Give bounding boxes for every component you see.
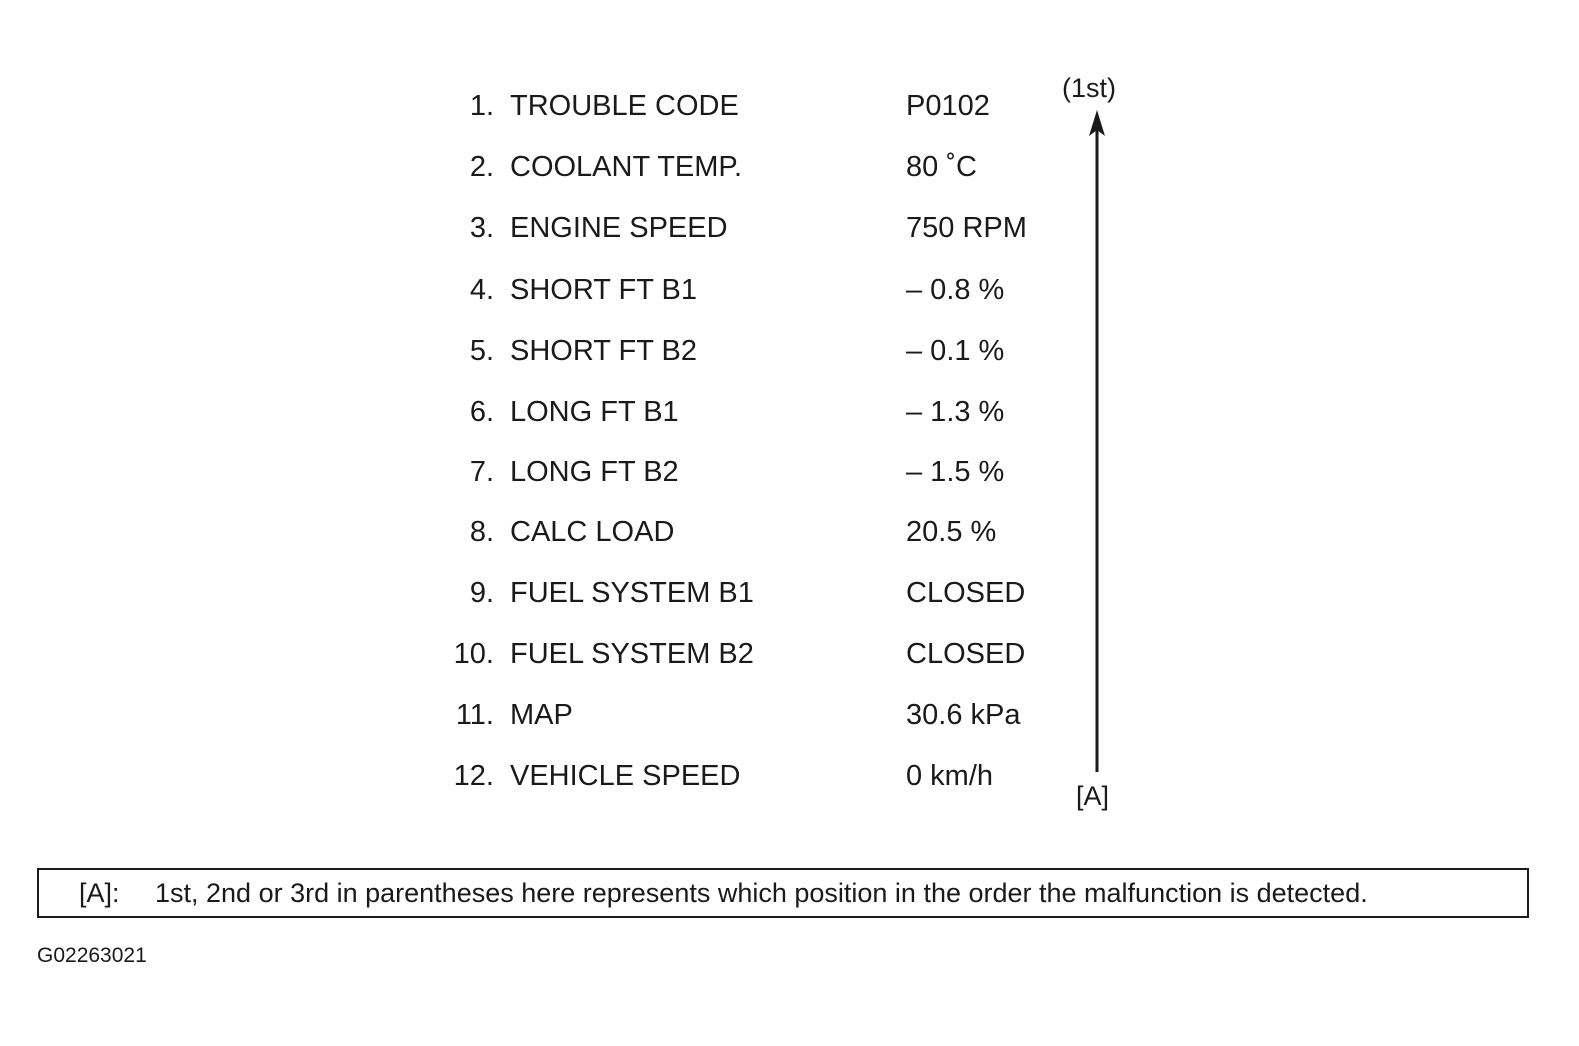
row-number: 2. (469, 151, 494, 183)
parameter-value: – 1.5 % (906, 456, 1005, 488)
arrow-bottom-label: [A] (1076, 781, 1110, 811)
data-row (430, 86, 1070, 126)
parameter-name: ENGINE SPEED (510, 212, 728, 244)
data-row (430, 270, 1070, 310)
data-row (430, 695, 1070, 735)
figure-code: G02263021 (37, 944, 147, 967)
parameter-value: 750 RPM (906, 212, 1027, 244)
parameter-name: CALC LOAD (510, 516, 675, 548)
parameter-name: LONG FT B2 (510, 456, 679, 488)
data-row (430, 573, 1070, 613)
data-row (430, 331, 1070, 371)
parameter-value: 0 km/h (906, 760, 994, 792)
parameter-value: – 0.1 % (906, 335, 1005, 367)
legend-note-text: 1st, 2nd or 3rd in parentheses here represents which position in the order the malfunction is detected. (155, 878, 1368, 908)
parameter-value: – 0.8 % (906, 274, 1005, 306)
parameter-name: FUEL SYSTEM B2 (510, 638, 754, 670)
parameter-name: FUEL SYSTEM B1 (510, 577, 754, 609)
row-number: 9. (469, 577, 494, 609)
row-number: 3. (469, 212, 494, 244)
row-number: 1. (469, 90, 494, 122)
parameter-value: P0102 (906, 90, 990, 122)
parameter-name: TROUBLE CODE (510, 90, 739, 122)
data-row (430, 147, 1070, 187)
parameter-value: 30.6 kPa (906, 699, 1021, 731)
row-number: 7. (469, 456, 494, 488)
legend-note-key: [A]: (79, 878, 120, 908)
data-row (430, 634, 1070, 674)
row-number: 8. (469, 516, 494, 548)
data-row (430, 452, 1070, 492)
parameter-name: MAP (510, 699, 573, 731)
detection-order-arrow (1086, 110, 1108, 772)
data-row (430, 756, 1070, 796)
parameter-value: 20.5 % (906, 516, 997, 548)
row-number: 11. (455, 699, 494, 731)
legend-note-box (37, 868, 1529, 918)
parameter-value: – 1.3 % (906, 396, 1005, 428)
parameter-name: SHORT FT B1 (510, 274, 697, 306)
parameter-name: VEHICLE SPEED (510, 760, 741, 792)
data-row (430, 208, 1070, 248)
parameter-name: SHORT FT B2 (510, 335, 697, 367)
arrow-top-label: (1st) (1062, 73, 1116, 103)
parameter-value: CLOSED (906, 638, 1026, 670)
parameter-value: CLOSED (906, 577, 1026, 609)
row-number: 6. (469, 396, 494, 428)
row-number: 5. (469, 335, 494, 367)
row-number: 12. (453, 760, 494, 792)
row-number: 4. (469, 274, 494, 306)
data-row (430, 392, 1070, 432)
row-number: 10. (453, 638, 494, 670)
parameter-value: 80 ˚C (906, 151, 977, 183)
data-row (430, 512, 1070, 552)
parameter-name: LONG FT B1 (510, 396, 679, 428)
parameter-name: COOLANT TEMP. (510, 151, 743, 183)
